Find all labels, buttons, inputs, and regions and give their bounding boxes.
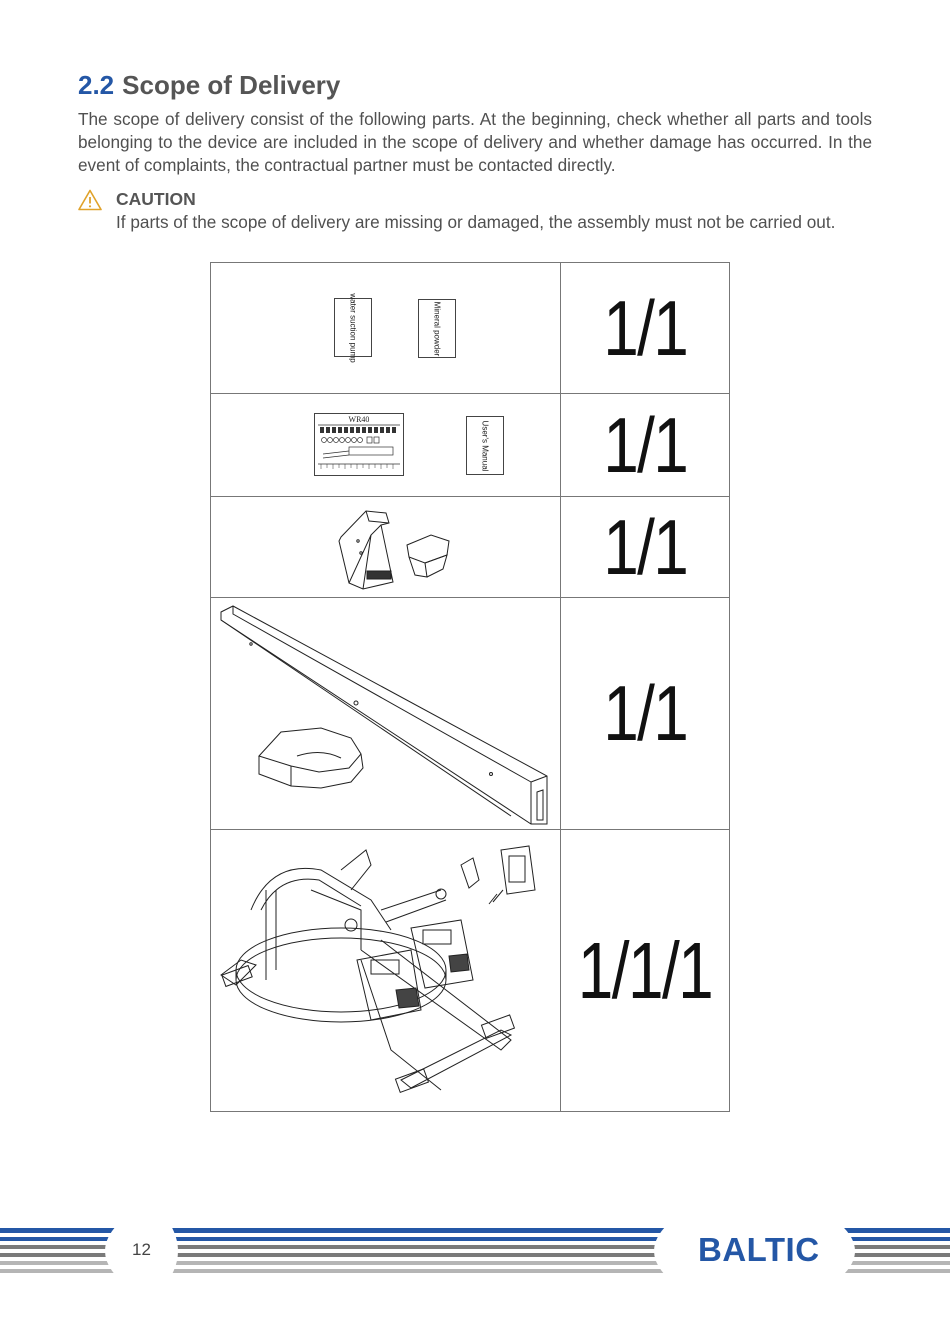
part-image-cell [211,497,561,598]
table-row [211,263,730,394]
quantity-cell [561,830,730,1112]
bracket-parts-icon [211,497,560,597]
part-label: water suction pump [348,292,358,363]
quantity-cell [561,497,730,598]
intro-paragraph: The scope of delivery consist of the following parts. At the beginning, check whether all parts and tools belonging to the device are included in the scope of delivery and whether damage has occurred. In the event of complaints, the contractual partner must be contacted directly. [78,109,872,175]
hardware-card-icon [315,414,403,475]
mineral-powder-label-box [418,299,456,358]
caution-text: If parts of the scope of delivery are missing or damaged, the assembly must not be carried out. [116,212,836,232]
quantity-cell [561,394,730,497]
water-pump-label-box [334,292,372,363]
caution-title: CAUTION [116,189,196,209]
part-image-cell [211,263,561,394]
warning-triangle-icon [78,189,102,211]
hardware-card [314,413,404,476]
quantity-cell [561,598,730,830]
quantity-value: 1/1/1 [577,925,713,1015]
part-image-cell [211,830,561,1112]
quantity-value: 1/1 [602,669,687,757]
quantity-value: 1/1 [602,283,687,372]
brand-logo: BALTIC [698,1231,820,1268]
parts-table [210,262,730,1112]
hardware-card-title: WR40 [348,415,370,424]
part-image-cell [211,598,561,830]
table-row [211,598,730,830]
table-row [211,497,730,598]
quantity-cell [561,263,730,394]
part-label: User's Manual [480,420,490,471]
quantity-value: 1/1 [602,400,687,489]
table-row [211,830,730,1112]
page-number: 12 [132,1240,151,1259]
section-title: Scope of Delivery [122,70,341,100]
section-heading [78,68,340,102]
part-image-cell [211,394,561,497]
rail-and-seat-icon [211,598,560,829]
manual-label-box [466,416,504,475]
table-row [211,394,730,497]
rowing-machine-base-icon [211,830,560,1111]
quantity-value: 1/1 [602,502,687,591]
section-number: 2.2 [78,70,115,100]
part-label: Mineral powder [432,301,442,356]
